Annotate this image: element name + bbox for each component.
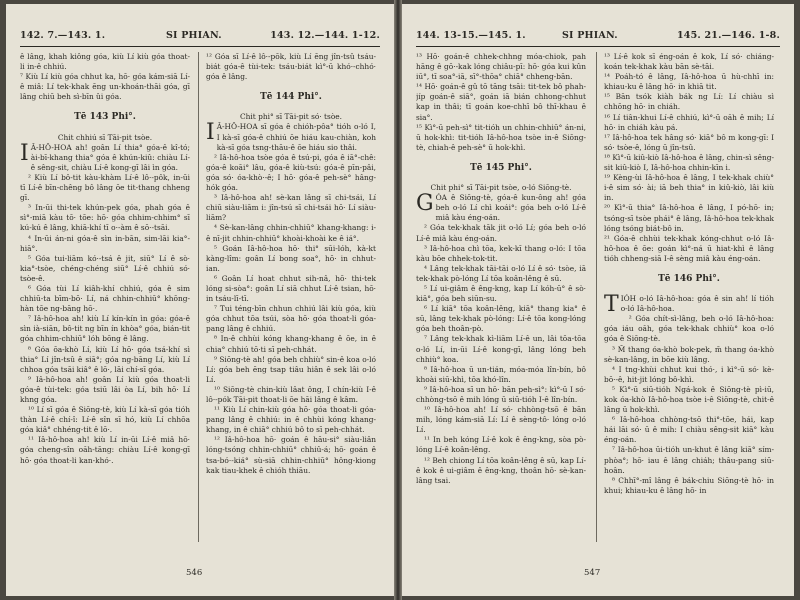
- verse-text: ⁶ Lí kiā° tōa koân-lêng, kiā° thang kia° ê sū, lâng tek-khak pò-lóng: Lí-ê tōa kong-lóng góa beh thoân-pò.: [416, 304, 586, 334]
- verse-text: ⁷ Iâ-hô-hoa ah! kiù Lí kín-kín ìn góa: góa-ê sìn ià-siān, bô-tit ng bīn ín khòa° góa, bián-tit góa chhim-chhiū° lóh bōng ê lâng.: [20, 314, 190, 344]
- page-number: 547: [584, 568, 601, 578]
- verse-text: ⁸ Chhī°-mî lâng ê bák-chiu Siōng-tè hō· in khui; khiau-ku ê lâng hō· in: [604, 475, 774, 495]
- verse-text: ⁶ Góa tùi Lí kiâh-khí chhiú, góa ê sim chhiū-ta bīm-bō· Lí, ná chhin-chhiū° khōng-hàn tōe ng-bāng hō·.: [20, 283, 190, 314]
- verse-paragraph: [206, 223, 376, 243]
- verse-paragraph: [206, 405, 376, 435]
- verse-paragraph: ¹² Góa sī Lí-ê lô·-pōk, kiù Lí ēng jîn-tsû tsáu-biát góa-ê tùi-tek: tsáu-biát kì°-ū khó·-chhó· góa ê lâng.: [206, 52, 376, 82]
- verse-text: ⁸ Góa ōa-khò Lí, kiù Lí hō· góa tsá-khí sì thia° Lí jîn-tsû ê siā°; góa ng-bāng Lí, kiù Lí chhoa góa tsāi kiâ° ê lō·, lāi chí-sī góa.: [20, 344, 190, 374]
- verse-paragraph: [206, 122, 376, 152]
- verse-text: ² Kiù Lí bô-tit kàu-khàm Lí-ê lô·-pôk, in-ūi tī Lí-ê bīn-chêng bô lâng ōe tit-thang chheng gī.: [20, 172, 190, 203]
- verse-paragraph: [206, 274, 376, 304]
- verse-text: ⁴ Sè-kan-lâng chhin-chhiū° khang-khang: i-ê nī-jit chhin-chhiū° khoài-khoài ke ê iá°.: [206, 223, 376, 243]
- verse-paragraph: [206, 334, 376, 354]
- header-right-ref: 143. 12.—144. 1-12.: [270, 30, 380, 41]
- header-left-ref: 142. 7.—143. 1.: [20, 30, 106, 41]
- psalm-title: Tē 143 Phi°.: [74, 112, 136, 123]
- verse-text: ¹¹ Iâ-hô-hoa ah! kiù Lí in-ūi Lí-ê miâ hō· góa cheng-sîn oăh-tāng: chiàu Lí-ê kong-gī hō· góa thoat-li kan-khó·.: [20, 435, 190, 465]
- psalm-intro: Chit phi° sī Tāi-pit tsòe, o-ló Siōng-tè.: [430, 183, 572, 193]
- verse-paragraph: ¹³ Lí-ê kok sī éng-oán ê kok, Lí só· chiáng-koán tek-khak kàu bān sè-tāi.: [604, 52, 774, 72]
- right-page-column-2: [604, 52, 774, 496]
- verse-paragraph: [20, 254, 190, 284]
- verse-paragraph: [416, 223, 586, 243]
- verse-text: ¹² Iâ-hô-hoa hō· goán ê hāu-si° siàu-liân lóng-tsóng chhin-chhiū° chhiû-á; hō· goán ê tsa-bó·-kiá° sù-siā chhin-chhiū° hông-kiong kak tiau-khek ê chióh thiāu.: [206, 435, 376, 475]
- verse-text: ⁴ In-ūi án-ni góa-ê sìn in-bān, sim-lāi kia°-hiā°.: [20, 233, 190, 253]
- verse-paragraph: [206, 435, 376, 475]
- verse-paragraph: [416, 244, 586, 264]
- verse-paragraph: [206, 304, 376, 334]
- verse-text: ⁵ Kì°-ū siū-tióh Ngá-kok ê Siōng-tè pì-iū, kok óa-khò Iâ-hô-hoa tsòe i-ê Siōng-tè, chit-ê lâng ū hok-khì.: [604, 384, 774, 415]
- left-page: [6, 4, 394, 596]
- verse-paragraph: ¹³ Hō· goán-ê chhek-chhng móa-chiok, pah hāng ê gō·-kak lóng chiâu-pī: hō· góa kui kûn iū°, tī soa°-iā, sī°-thōa° chiā° chheng-bān.: [416, 52, 586, 82]
- header-right-ref: 145. 21.—146. 1-8.: [677, 30, 780, 41]
- verse-text: ² Iâ-hô-hoa tsòe góa ê tsú-pi, góa ê iā°-chê: góa-ê koāi° lâu, góa-ê kiù-tsú: góa-ê pīn-pâi, góa só· óa-khò·-ê; I hō· góa-ê peh-sè° hâng-hók góa.: [206, 152, 376, 193]
- verse-text: ⁴ Lâng tek-khak tāi-tāi o-ló Lí ê só· tsòe, iā tek-khak pò-lóng Lí tōa koân-lêng ê sū.: [416, 263, 586, 283]
- verse-paragraph: ¹⁴ Hō· goán-ê gû tō tāng tsāi: tit-tek bô phah-jíp goán-ê siā°, goán iā bián chhong-chhut kap in thâi; tī goán koe-chhī bô thī-khau ê sia°.: [416, 82, 586, 122]
- psalm-intro: Chit phi° sī Tāi-pit só· tsòe.: [240, 112, 342, 122]
- verse-paragraph: [604, 385, 774, 415]
- verse-text: ⁷ Iâ-hô-hoa ūi-tióh un-khut ê lâng kiā° sím-phòa°; hō· iau ê lâng chiáh; thâu-pang siū-hoân.: [604, 445, 774, 475]
- verse-text: ⁸ In-ê chhùi kóng khang-khang ê ōe, in ê chia° chhiú tō·ti sī peh-chhát.: [206, 334, 376, 354]
- verse-text: ¹⁰ Iâ-hô-hoa ah! Lí só· chhòng-tsō ê bān mih, lóng kám-siā Lí: Lí ê sèng-tô· lóng o-ló Lí.: [416, 405, 586, 435]
- verse-text: ÓA ê Siōng-tè, góa-ê kun-ông ah! góa beh o-ló Lí chì koái°: góa beh o-ló Lí-ê miâ kàu éng-oán.: [435, 193, 586, 223]
- right-page-header: [402, 30, 794, 46]
- verse-paragraph: ²¹ Góa-ê chhùi tek-khak kóng-chhut o-ló Iâ-hô-hoa ê ōe: goán kì°-ná ū hiat-khì ê lâng tióh chheng-siā I-ê sèng miâ kàu éng-oán.: [604, 233, 774, 263]
- verse-text: ² Góa tek-khak tāk jit o-ló Lí; góa beh o-ló Lí-ê miâ kàu éng-oán.: [416, 223, 586, 243]
- verse-paragraph: [416, 264, 586, 284]
- verse-text: ⁶ Iâ-hô-hoa chhòng-tsō thi°-tōe, hái, kap hái lāi só· ū ê mih: I chiàu sêng-sit kiā° kàu éng-oán.: [604, 415, 774, 445]
- verse-text: ¹¹ In beh kóng Lí-ê kok ê êng-kng, sòa pò-lóng Lí-ê koân-lêng.: [416, 435, 586, 455]
- drop-cap: G: [416, 191, 434, 217]
- verse-text: ¹⁰ Siōng-tè chin-kiù lâat ông, I chín-kiù I-ê lô·-pók Tāi-pit thoat-li ōe hāi lâng ê kâm.: [206, 384, 376, 404]
- verse-paragraph: [206, 153, 376, 193]
- right-page: [402, 4, 794, 596]
- psalm-title: Tē 145 Phi°.: [470, 162, 532, 173]
- drop-cap: I: [20, 140, 29, 166]
- header-rule: [416, 46, 780, 47]
- verse-paragraph: [416, 304, 586, 334]
- psalm-intro: Chit chhiú sī Tāi-pit tsòe.: [57, 132, 153, 142]
- verse-text: ³ In-ūi thi-tek khún-pek góa, phah góa ê sì°-miā kàu tō· tōe: hō· góa chhim-chhim° sī kú-kú ê lâng, khiā-khí tī o·-àm ê sō·-tsāi.: [20, 203, 190, 233]
- verse-paragraph: [416, 385, 586, 405]
- verse-paragraph: [20, 435, 190, 465]
- verse-paragraph: [604, 314, 774, 344]
- verse-paragraph: ¹⁶ Lí tiân-khui Lí-ê chhiú, kì°-ū oăh ê mih; Lí hō· in chiáh kàu pá.: [604, 112, 774, 132]
- drop-cap: I: [206, 120, 215, 146]
- header-title: SI PHIAN.: [562, 30, 618, 41]
- verse-text: ⁷ Tui téng-bīn chhun chhiú lâi kiù góa, kiù góa chhut tōa tsúi, sòa hō· góa thoat-li góa-pang lâng ê chhiú.: [206, 304, 376, 334]
- verse-paragraph: ¹⁵ Bān tsók kiàh bák ng Lí: Lí chiàu sì chhōng hō· in chiáh.: [604, 92, 774, 112]
- verse-text: ⁷ Lâng tek-khak kì-liām Lí-ê un, lâi tōa-tōa o-ló Lí, in-ūi Lí-ê kong-gī, lâng lóng beh chhiù° koa.: [416, 334, 586, 364]
- psalm-title: Tē 146 Phi°.: [658, 273, 720, 284]
- verse-paragraph: [416, 405, 586, 435]
- verse-text: ⁹ Siōng-tè ah! góa beh chhiù° sin-ê koa o-ló Lí: góa beh ēng tsap tiâu hiân ê sek lâi o-ló Lí.: [206, 354, 376, 384]
- verse-paragraph: [206, 193, 376, 223]
- verse-paragraph: ¹⁸ Kì°-ū kiû-kiò Iâ-hô-hoa ê lâng, chin-sì sêng-sit kiû-kiò I, Iâ-hô-hoa chhin-kīn i.: [604, 152, 774, 173]
- header-left-ref: 144. 13-15.—145. 1.: [416, 30, 526, 41]
- verse-paragraph: ê lâng, khah kiông góa, kiù Lí kiù góa thoat-li in-ê chhiú.: [20, 52, 190, 72]
- verse-paragraph: [20, 375, 190, 405]
- verse-text: ¹² Beh chiong Lí tōa koân-lêng ê sū, kap Lí-ê kok ê ui-giâm ê êng-kng, thoân hō· sè-kan-lâng tsai.: [416, 455, 586, 485]
- verse-text: ⁴ I tng-khùi chhut kui thó·, i kì°-ū só· kè-bō·-ê, hit-jit lóng bô-khì.: [604, 364, 774, 384]
- verse-paragraph: [20, 203, 190, 233]
- left-page-header: [6, 30, 394, 46]
- verse-text: ⁹ Iâ-hô-hoa sī un hō· bān peh-sì°: kì°-ū I só· chhòng-tsō ê mih lóng ū siū-tióh I-ê lîn-bín.: [416, 384, 586, 404]
- verse-paragraph: ²⁰ Kì°-ū thia° Iâ-hô-hoa ê lâng, I pó-hō· in; tsóng-sī tsòe phái° ê lâng, Iâ-hô-hoa tek-khak lóng tsóng biát-bô in.: [604, 203, 774, 233]
- verse-paragraph: [416, 456, 586, 486]
- left-page-column-1: [20, 52, 190, 466]
- verse-text: ³ M̄ thang óa-khò bok-pek, m̄ thang óa-khò sè-kan-lâng, in bōe kiù lâng.: [604, 344, 774, 364]
- verse-paragraph: [604, 365, 774, 385]
- verse-paragraph: [20, 140, 190, 173]
- verse-text: ² Góa chít-sì-lâng, beh o-ló Iâ-hô-hoa: góa iáu oăh, góa tek-khak chhiù° koa o-ló góa ê Siōng-tè.: [604, 314, 774, 344]
- verse-text: ⁹ Iâ-hô-hoa ah! goân Lí kiù góa thoat-li góa-ê tùi-tek: góa tsiū lâi òa Lí, bih hō· Lí khng góa.: [20, 374, 190, 404]
- column-divider: [596, 52, 597, 542]
- verse-paragraph: [206, 385, 376, 405]
- verse-text: ⁵ Goán Iâ-hô-hoa hō· thi° sūi-lóh, kà-kt kàng-lîm: goân Lí bong soa°, hō· in chhut-ian.: [206, 243, 376, 273]
- verse-paragraph: ¹⁴ Poáh-tó ê lâng, Iâ-hô-hoa ū hù-chhī in: khiau-ku ê lâng hō· in khiā tit.: [604, 72, 774, 92]
- verse-paragraph: [20, 234, 190, 254]
- verse-text: ⁸ Iâ-hô-hoa ū un-tián, móa-móa lîn-bín, bô khoài siū-khì, tōa khó-lîn.: [416, 364, 586, 384]
- verse-paragraph: [206, 244, 376, 274]
- column-divider: [198, 52, 199, 542]
- verse-paragraph: [416, 193, 586, 223]
- verse-paragraph: [20, 173, 190, 203]
- drop-cap: T: [604, 292, 619, 318]
- verse-paragraph: [604, 476, 774, 496]
- verse-text: Â-HÔ-HOA sī góa ê chióh-pôa° tióh o-ló I, I kà-sī góa-ê chhiú ōe hiáu kau-chiàn, koh kà-sī góa tsng-thāu-ê ōe hiáu sio thâi.: [216, 122, 376, 152]
- verse-text: IÓH o-ló Iâ-hô-hoa: góa ê sin ah! lí tióh o-ló Iâ-hô-hoa.: [620, 294, 774, 314]
- header-rule: [20, 46, 380, 47]
- verse-text: ⁶ Goân Lí hoat chhut sih-nâ, hō· thi-tek lóng si-sòa°: goân Lí siā chhut Lí-ê tsian, hō· in tsáu-lī-tī.: [206, 273, 376, 304]
- verse-paragraph: [604, 445, 774, 475]
- verse-paragraph: [206, 355, 376, 385]
- verse-text: ⁵ Lí ui-giâm ê êng-kng, kap Lí kóh-ū° ê sò· kiā°, góa beh siūn-su.: [416, 283, 586, 304]
- verse-paragraph: ¹⁹ Kèng-ùi Iâ-hô-hoa ê lâng, I tek-khak chiù° i-ê sim só· ài; iā beh thia° in kiû-kiò, lâi kiù in.: [604, 173, 774, 203]
- left-page-column-2: [206, 52, 376, 476]
- page-number: 546: [186, 568, 203, 578]
- verse-text: ³ Iâ-hô-hoa ah! sè-kan lâng sī chi-tsái, Lí chiū siàu-liām i: jîn-tsú sī chi-tsái hō· Lí siàu-liām?: [206, 193, 376, 223]
- verse-paragraph: [20, 314, 190, 344]
- psalm-title: Tē 144 Phi°.: [260, 92, 322, 103]
- verse-paragraph: [20, 345, 190, 375]
- verse-paragraph: ¹⁵ Kì°-ū peh-sì° tit-tióh un chhin-chhiū° án-ni, ū hok-khì: tit-tióh Iâ-hô-hoa tsòe in-ê Siōng-tè, chiah-ê peh-sè° ū hok-khì.: [416, 122, 586, 152]
- verse-text: ¹¹ Kiù Lí chin-kiù góa hō· góa thoat-li góa-pang lâng ê chhiú: in ê chhùi kóng khang-khang, in ê chiā° chhiú bô to sī peh-chhát.: [206, 405, 376, 435]
- header-title: SI PHIAN.: [166, 30, 222, 41]
- verse-text: ³ Iâ-hô-hoa chì tōa, kek-kī thang o-ló: I tōa kàu bōe chhek-tok-tit.: [416, 243, 586, 263]
- verse-paragraph: ⁷ Kiù Lí kiù góa chhut ka, hō· góa kám-siā Lí-ê miâ: Lí tek-khak ēng un-khoán-thāi góa, gī lâng chiū beh sì-bīn ûi góa.: [20, 72, 190, 102]
- verse-paragraph: [604, 415, 774, 445]
- verse-paragraph: [20, 284, 190, 314]
- right-page-column-1: [416, 52, 586, 486]
- verse-paragraph: [604, 292, 774, 318]
- verse-paragraph: [416, 284, 586, 304]
- book-gutter: [394, 0, 402, 600]
- verse-text: Â-HÔ-HOA ah! goân Lí thia° góa-ê kî-tó; ài-bī-khang thia° góa ê khún-kiû: chiàu Lí-ê sêng-sit, chiàu Lí-ê kong-gī lâi ìn góa.: [30, 142, 190, 172]
- verse-text: ⁵ Góa tui-liām kó·-tsá ê jit, siū° Lí ê sò· kia°-tsòe, chéng-chéng siū° Lí-ê chhiú só· tsòe-ê.: [20, 253, 190, 283]
- verse-paragraph: [604, 345, 774, 365]
- verse-paragraph: [416, 435, 586, 455]
- verse-paragraph: [416, 334, 586, 364]
- verse-paragraph: ¹⁷ Iâ-hô-hoa tek hâng só· kiā° bô m kong-gī: I só· tsòe-ê, lóng ū jîn-tsû.: [604, 132, 774, 152]
- verse-paragraph: [416, 365, 586, 385]
- verse-text: ¹⁰ Lí sī góa ê Siōng-tè, kiù Lí kà-sī góa tióh thàn Lí-ê chí-î: Lí-ê sîn sī hó, kiù Lí chhōa góa kiâ° chhéng-tit ê lō·.: [20, 405, 190, 435]
- verse-paragraph: [20, 405, 190, 435]
